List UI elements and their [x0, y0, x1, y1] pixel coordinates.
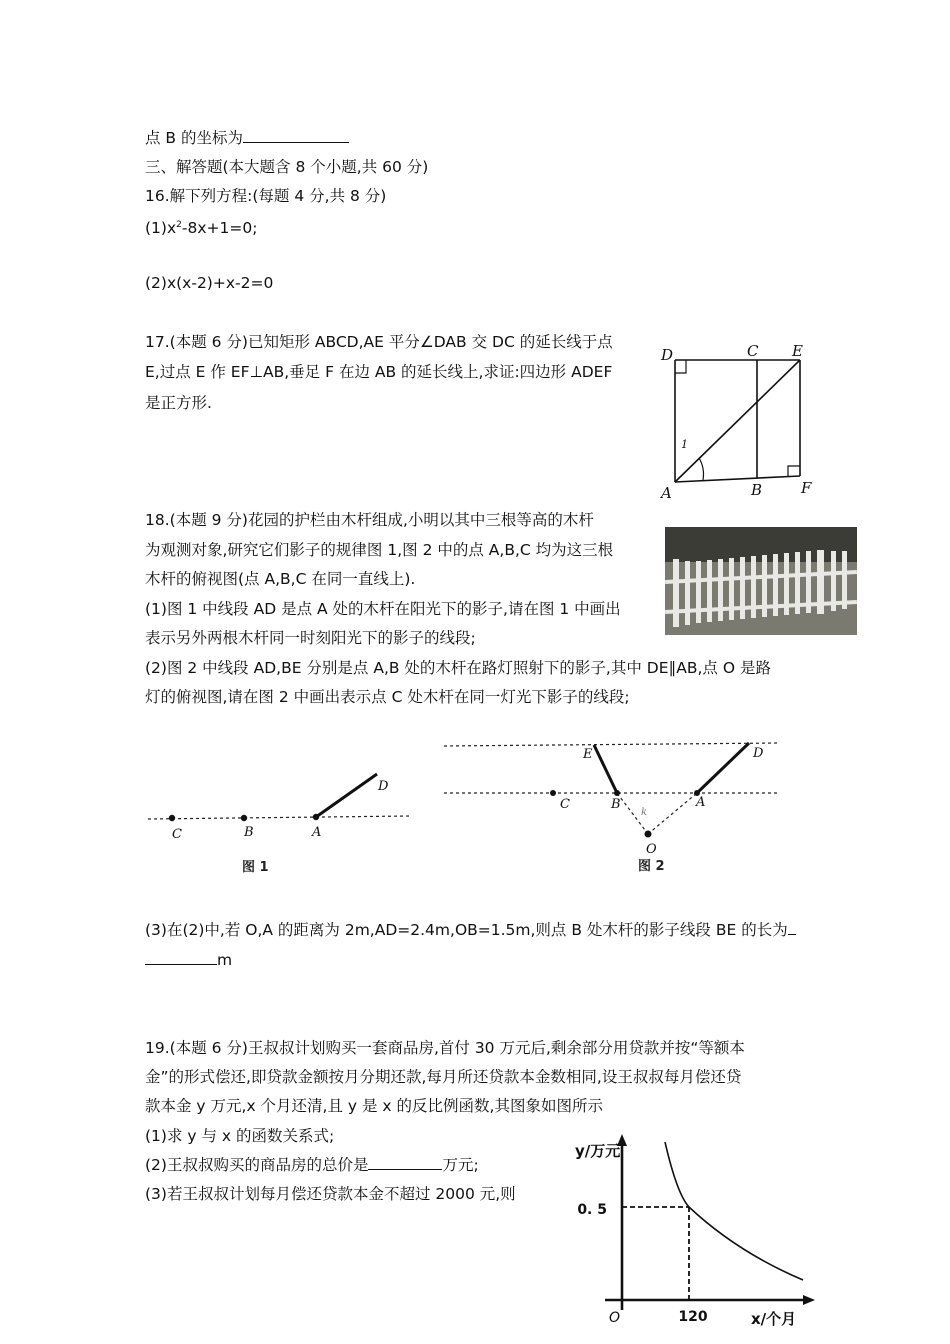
q19-line1: 19.(本题 6 分)王叔叔计划购买一套商品房,首付 30 万元后,剩余部分用贷款并按“等额本 — [145, 1039, 745, 1057]
point-A — [313, 814, 319, 820]
origin-label: O — [608, 1310, 620, 1326]
answer-blank[interactable] — [788, 920, 796, 935]
figure-q18-2 — [440, 730, 810, 885]
y-tick-label: 0. 5 — [577, 1202, 607, 1218]
ray-OA — [648, 793, 697, 834]
q16-part1-text: (1)x — [145, 219, 177, 238]
point-B — [241, 815, 247, 821]
q18-line4: (1)图 1 中线段 AD 是点 A 处的木杆在阳光下的影子,请在图 1 中画出 — [145, 600, 621, 618]
fence-illustration — [665, 527, 857, 635]
y-axis-label: y/万元 — [575, 1142, 621, 1160]
right-angle-D — [675, 360, 686, 373]
label-A: A — [696, 795, 706, 810]
q16-title: 16.解下列方程:(每题 4 分,共 8 分) — [145, 187, 387, 205]
q18-line5: 表示另外两根木杆同一时刻阳光下的影子的线段; — [145, 629, 476, 647]
q18-line6: (2)图 2 中线段 AD,BE 分别是点 A,B 处的木杆在路灯照射下的影子,其中 DE∥AB,点 O 是路 — [145, 659, 771, 677]
label-D: D — [753, 746, 764, 761]
answer-blank[interactable] — [243, 128, 349, 143]
right-angle-F — [788, 466, 800, 476]
q19-part3: (3)若王叔叔计划每月偿还贷款本金不超过 2000 元,则 — [145, 1185, 516, 1203]
point-C — [550, 790, 556, 796]
figure-q18-1 — [140, 760, 430, 885]
shadow-BE — [594, 745, 617, 793]
x-tick-label: 120 — [678, 1309, 708, 1325]
q19-part2-text: (2)王叔叔购买的商品房的总价是 — [145, 1156, 369, 1174]
label-C: C — [747, 342, 759, 360]
q19-line2: 金”的形式偿还,即贷款金额按月分期还款,每月所还贷款本金数相同,设王叔叔每月偿还贷 — [145, 1068, 742, 1086]
q17-line3: 是正方形. — [145, 394, 212, 412]
unit-m: m — [217, 951, 233, 969]
q18-part3 — [145, 919, 796, 941]
point-C — [169, 815, 175, 821]
q18-line1: 18.(本题 9 分)花园的护栏由木杆组成,小明以其中三根等高的木杆 — [145, 511, 594, 529]
label-A: A — [312, 825, 322, 840]
q18-line2: 为观测对象,研究它们影子的规律图 1,图 2 中的点 A,B,C 均为这三根 — [145, 541, 614, 559]
label-B: B — [244, 825, 254, 840]
q19-part2 — [145, 1154, 479, 1176]
label-k: k — [641, 807, 648, 818]
label-B: B — [611, 797, 621, 812]
q16-part1 — [145, 214, 257, 239]
label-D: D — [378, 779, 389, 794]
shadow-AD — [316, 774, 377, 817]
label-C: C — [560, 797, 570, 812]
segment-AF — [675, 476, 800, 482]
q19-part1: (1)求 y 与 x 的函数关系式; — [145, 1127, 335, 1145]
label-O: O — [646, 842, 657, 857]
label-E: E — [792, 342, 803, 360]
fence-photo — [665, 527, 857, 635]
point-O — [645, 831, 652, 838]
answer-blank[interactable] — [145, 950, 217, 965]
label-C: C — [172, 827, 182, 842]
point-b-text: 点 B 的坐标为 — [145, 129, 243, 147]
x-axis-label: x/个月 — [751, 1310, 797, 1328]
q19-part2-unit: 万元; — [442, 1156, 479, 1174]
dashed-baseline — [148, 816, 410, 819]
shadow-AD — [697, 743, 749, 793]
answer-blank[interactable] — [368, 1155, 442, 1170]
q18-part3-cont — [145, 949, 232, 971]
caption-figure-2: 图 2 — [638, 859, 665, 874]
q16-part2: (2)x(x-2)+x-2=0 — [145, 274, 274, 292]
q19-line3: 款本金 y 万元,x 个月还清,且 y 是 x 的反比例函数,其图象如图所示 — [145, 1097, 603, 1115]
q17-line1: 17.(本题 6 分)已知矩形 ABCD,AE 平分∠DAB 交 DC 的延长线于点 — [145, 333, 613, 351]
point-B — [614, 790, 620, 796]
q16-part1-rest: -8x+1=0; — [181, 219, 258, 238]
section-heading: 三、解答题(本大题含 8 个小题,共 60 分) — [145, 158, 429, 176]
angle-arc — [699, 458, 704, 480]
inverse-curve — [665, 1142, 803, 1280]
line-point-b — [145, 127, 349, 149]
exponent: 2 — [176, 220, 182, 230]
label-angle-1: 1 — [681, 438, 688, 451]
label-A: A — [661, 484, 672, 500]
figure-q17 — [655, 340, 820, 500]
label-F: F — [801, 479, 812, 497]
q18-line7: 灯的俯视图,请在图 2 中画出表示点 C 处木杆在同一灯光下影子的线段; — [145, 688, 630, 706]
x-axis-arrow — [803, 1295, 815, 1305]
label-B: B — [751, 481, 763, 499]
figure-q19-graph — [565, 1132, 825, 1342]
segment-AE — [675, 360, 800, 482]
label-E: E — [583, 747, 593, 762]
q18-part3-text: (3)在(2)中,若 O,A 的距离为 2m,AD=2.4m,OB=1.5m,则点 B 处木杆的影子线段 BE 的长为 — [145, 921, 788, 939]
q18-line3: 木杆的俯视图(点 A,B,C 在同一直线上). — [145, 570, 416, 588]
dashed-line-DE — [444, 743, 780, 746]
q17-line2: E,过点 E 作 EF⊥AB,垂足 F 在边 AB 的延长线上,求证:四边形 ADEF — [145, 363, 613, 381]
caption-figure-1: 图 1 — [242, 860, 269, 875]
label-D: D — [661, 346, 674, 364]
